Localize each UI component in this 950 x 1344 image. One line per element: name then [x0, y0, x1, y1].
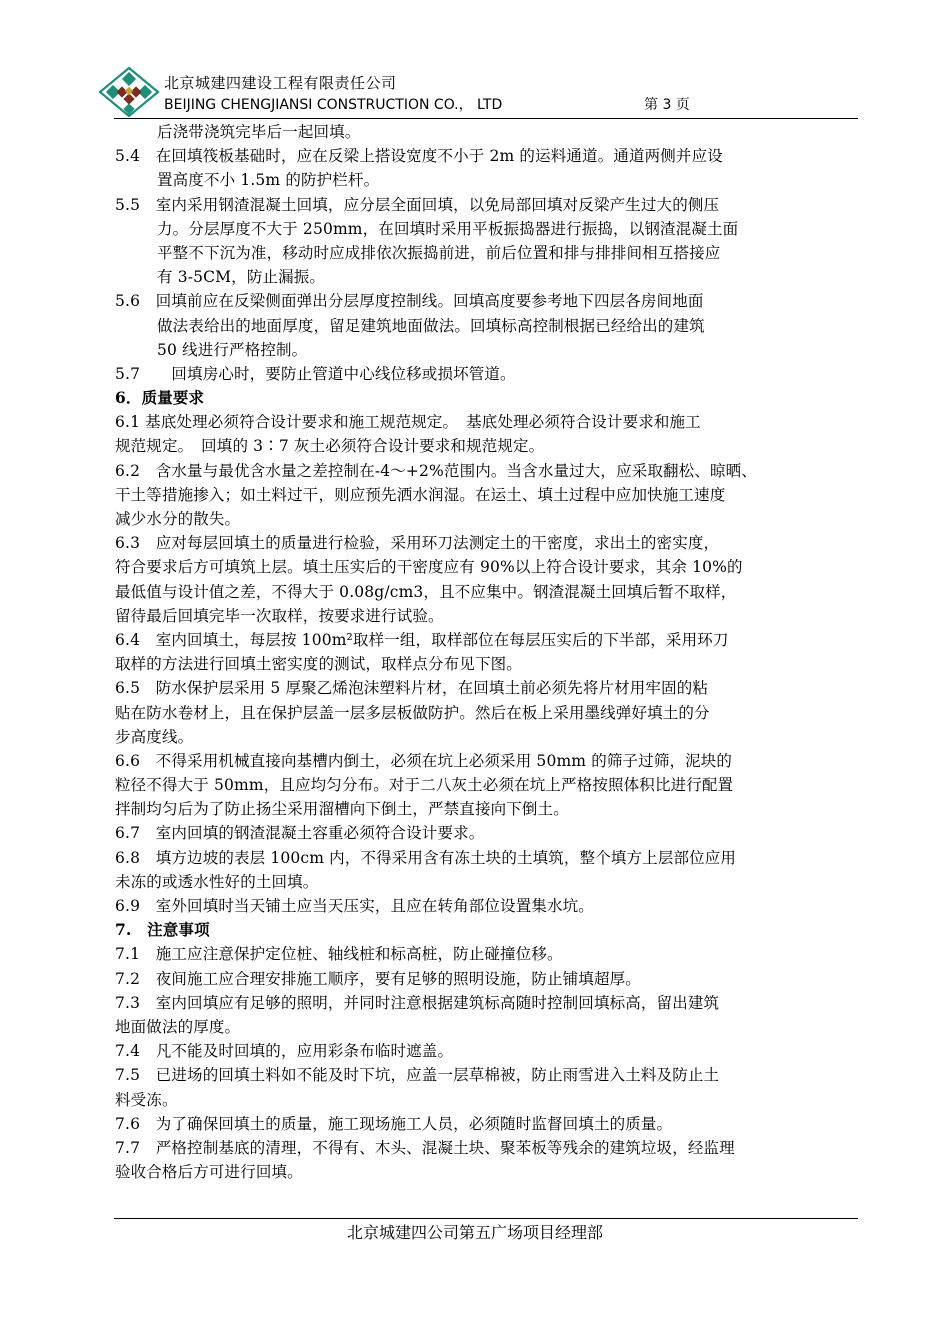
- body-text-line: 符合要求后方可填筑上层。填土压实后的干密度应有 90%以上符合设计要求，其余 10%的: [115, 558, 743, 577]
- body-text-line: 减少水分的散失。: [115, 510, 241, 528]
- document-body: [115, 120, 845, 1184]
- footer-divider: [114, 1218, 858, 1219]
- body-text-line: 6.3 应对每层回填土的质量进行检验，采用环刀法测定土的干密度，求出土的密实度，: [115, 534, 720, 553]
- section-heading: 7. 注意事项: [115, 920, 210, 940]
- body-text-line: 6.1 基底处理必须符合设计要求和施工规范规定。 基底处理必须符合设计要求和施工: [115, 413, 701, 432]
- company-name-cn: 北京城建四建设工程有限责任公司: [164, 74, 397, 92]
- body-text-line: 6.9 室外回填时当天铺土应当天压实，且应在转角部位设置集水坑。: [115, 897, 594, 915]
- body-text-line: 料受冻。: [115, 1090, 178, 1109]
- body-text-line: 规范规定。 回填的 3∶7 灰土必须符合设计要求和规范规定。: [115, 437, 545, 456]
- body-text-line: 5.5 室内采用钢渣混凝土回填，应分层全面回填，以免局部回填对反梁产生过大的侧压: [115, 195, 720, 214]
- body-text-line: 7.7 严格控制基底的清理，不得有、木头、混凝土块、聚苯板等残余的建筑垃圾，经监理: [115, 1138, 735, 1157]
- body-text-line: 5.7 回填房心时，要防止管道中心线位移或损坏管道。: [115, 364, 516, 383]
- body-text-line: 未冻的或透水性好的土回填。: [115, 872, 319, 891]
- body-text-line: 7.5 已进场的回填土料如不能及时下坑，应盖一层草棉被，防止雨雪进入土料及防止土: [115, 1066, 720, 1085]
- company-name-en: BEIJING CHENGJIANSI CONSTRUCTION CO.， LTD: [164, 97, 503, 113]
- body-text-line: 50 线进行严格控制。: [157, 340, 308, 359]
- body-text-line: 粒径不得大于 50mm，且应均匀分布。对于二八灰土必须在坑上严格按照体积比进行配置: [115, 776, 734, 795]
- page-header: [96, 66, 860, 118]
- body-text-line: 7.3 室内回填应有足够的照明，并同时注意根据建筑标高随时控制回填标高，留出建筑: [115, 993, 720, 1012]
- body-text-line: 平整不下沉为准，移动时应成排依次振捣前进，前后位置和排与排排间相互搭接应: [157, 243, 721, 262]
- body-text-line: 地面做法的厚度。: [115, 1017, 241, 1036]
- body-text-line: 5.6 回填前应在反梁侧面弹出分层厚度控制线。回填高度要参考地下四层各房间地面: [115, 292, 704, 311]
- body-text-line: 6.4 室内回填土，每层按 100m²取样一组，取样部位在每层压实后的下半部，采用环刀: [115, 630, 729, 649]
- body-text-line: 有 3-5CM，防止漏振。: [157, 268, 326, 287]
- body-text-line: 留待最后回填完毕一次取样，按要求进行试验。: [115, 606, 444, 625]
- body-text-line: 6.6 不得采用机械直接向基槽内倒土，必须在坑上必须采用 50mm 的筛子过筛，泥块的: [115, 751, 733, 770]
- body-text-line: 6.8 填方边坡的表层 100cm 内，不得采用含有冻土块的土填筑，整个填方上层部位应用: [115, 848, 737, 867]
- body-text-line: 7.2 夜间施工应合理安排施工顺序，要有足够的照明设施，防止铺填超厚。: [115, 969, 641, 988]
- body-text-line: 5.4 在回填筏板基础时，应在反梁上搭设宽度不小于 2m 的运料通道。通道两侧并应设: [115, 147, 723, 166]
- body-text-line: 最低值与设计值之差，不得大于 0.08g/cm3，且不应集中。钢渣混凝土回填后暂不取样，: [115, 582, 737, 601]
- page-number: 第 3 页: [644, 97, 690, 113]
- body-text-line: 6.2 含水量与最优含水量之差控制在-4～+2%范围内。当含水量过大，应采取翻松、晾晒、: [115, 461, 757, 480]
- body-text-line: 7.1 施工应注意保护定位桩、轴线桩和标高桩，防止碰撞位移。: [115, 945, 563, 964]
- body-text-line: 后浇带浇筑完毕后一起回填。: [157, 123, 361, 141]
- body-text-line: 取样的方法进行回填土密实度的测试，取样点分布见下图。: [115, 655, 522, 674]
- section-heading: 6．质量要求: [115, 388, 205, 408]
- body-text-line: 6.5 防水保护层采用 5 厚聚乙烯泡沫塑料片材，在回填土前必须先将片材用牢固的粘: [115, 679, 709, 698]
- body-text-line: 6.7 室内回填的钢渣混凝土容重必须符合设计要求。: [115, 824, 485, 843]
- body-text-line: 步高度线。: [115, 727, 194, 746]
- company-logo-icon: [98, 66, 160, 118]
- body-text-line: 做法表给出的地面厚度，留足建筑地面做法。回填标高控制根据已经给出的建筑: [157, 316, 705, 335]
- body-text-line: 力。分层厚度不大于 250mm，在回填时采用平板振捣器进行振捣，以钢渣混凝土面: [157, 219, 739, 238]
- page-footer: 北京城建四公司第五广场项目经理部: [346, 1223, 603, 1242]
- body-text-line: 7.4 凡不能及时回填的，应用彩条布临时遮盖。: [115, 1042, 454, 1061]
- body-text-line: 验收合格后方可进行回填。: [115, 1163, 303, 1182]
- body-text-line: 拌制均匀后为了防止扬尘采用溜槽向下倒土，严禁直接向下倒土。: [115, 800, 569, 819]
- body-text-line: 干土等措施掺入；如土料过干，则应预先洒水润湿。在运土、填土过程中应加快施工速度: [115, 485, 726, 504]
- body-text-line: 7.6 为了确保回填土的质量，施工现场施工人员，必须随时监督回填土的质量。: [115, 1114, 673, 1133]
- body-text-line: 贴在防水卷材上，且在保护层盖一层多层板做防护。然后在板上采用墨线弹好填土的分: [115, 703, 710, 722]
- body-text-line: 置高度不小 1.5m 的防护栏杆。: [157, 171, 380, 190]
- header-divider: [114, 118, 858, 119]
